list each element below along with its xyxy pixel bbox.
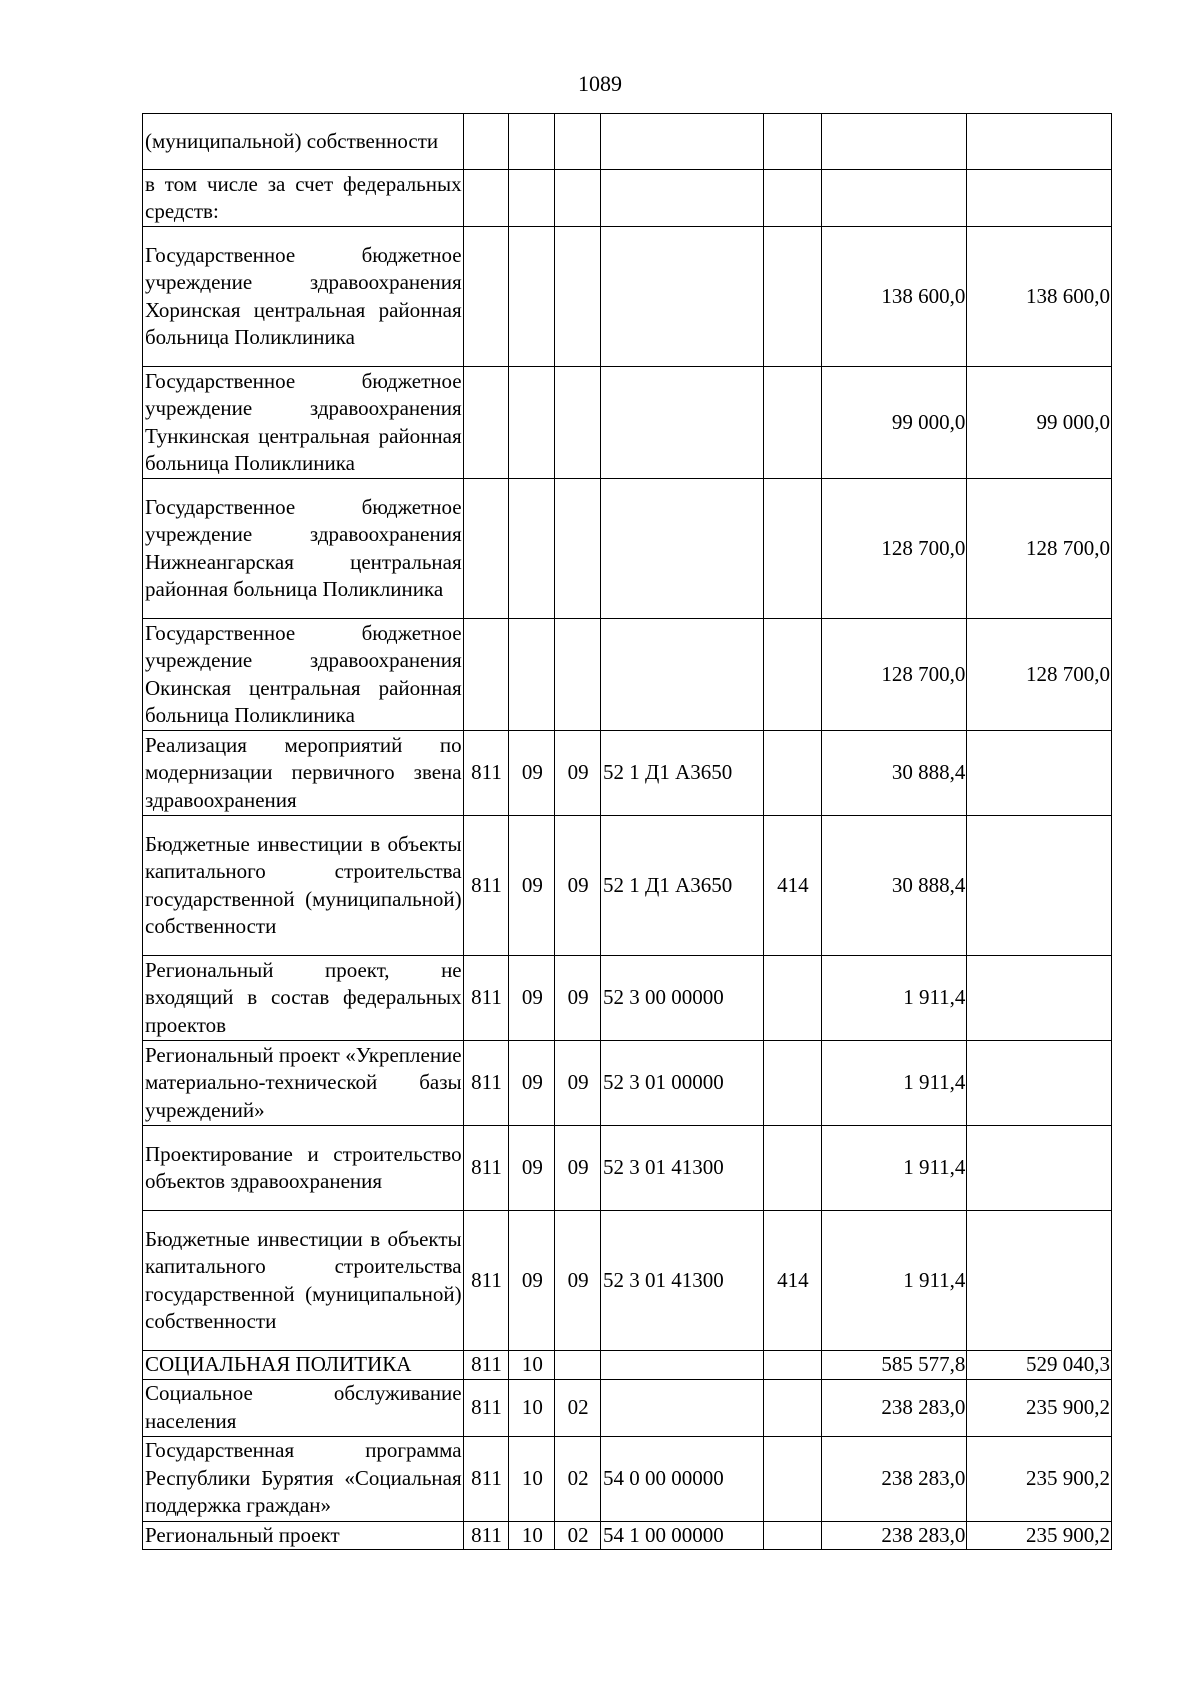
subsection-code: 09	[555, 1211, 601, 1351]
table-row	[143, 1521, 1112, 1550]
item-name: Государственное бюджетное учреждение здравоохранения Окинская центральная районная больница Поликлиника	[143, 619, 464, 731]
amount-year-2	[967, 1211, 1112, 1351]
expense-type	[763, 619, 821, 731]
section-code	[509, 619, 555, 731]
ministry-code: 811	[463, 1351, 509, 1380]
target-article	[601, 114, 764, 170]
table-row	[143, 367, 1112, 479]
ministry-code	[463, 479, 509, 619]
table-row	[143, 227, 1112, 367]
amount-year-2: 235 900,2	[967, 1436, 1112, 1521]
expense-type	[763, 1351, 821, 1380]
expense-type	[763, 479, 821, 619]
amount-year-1: 128 700,0	[821, 619, 967, 731]
table-row	[143, 170, 1112, 227]
table-row	[143, 1436, 1112, 1521]
amount-year-1: 1 911,4	[821, 956, 967, 1041]
item-name: Региональный проект	[143, 1521, 464, 1550]
section-code	[509, 114, 555, 170]
expense-type	[763, 1041, 821, 1126]
target-article	[601, 479, 764, 619]
amount-year-1: 138 600,0	[821, 227, 967, 367]
amount-year-1: 238 283,0	[821, 1379, 967, 1436]
amount-year-1	[821, 170, 967, 227]
item-name: в том числе за счет федеральных средств:	[143, 170, 464, 227]
expense-type	[763, 227, 821, 367]
item-name: Региональный проект, не входящий в состав федеральных проектов	[143, 956, 464, 1041]
table-row	[143, 619, 1112, 731]
amount-year-2	[967, 816, 1112, 956]
subsection-code: 09	[555, 816, 601, 956]
subsection-code: 09	[555, 731, 601, 816]
subsection-code: 09	[555, 1126, 601, 1211]
expense-type	[763, 1521, 821, 1550]
section-code	[509, 170, 555, 227]
subsection-code	[555, 479, 601, 619]
ministry-code	[463, 114, 509, 170]
ministry-code: 811	[463, 816, 509, 956]
table-row	[143, 1351, 1112, 1380]
expense-type	[763, 1379, 821, 1436]
item-name: Региональный проект «Укрепление материально-технической базы учреждений»	[143, 1041, 464, 1126]
ministry-code	[463, 619, 509, 731]
target-article: 52 3 01 41300	[601, 1126, 764, 1211]
expense-type	[763, 1126, 821, 1211]
item-name: Государственная программа Республики Бурятия «Социальная поддержка граждан»	[143, 1436, 464, 1521]
expense-type: 414	[763, 1211, 821, 1351]
section-code: 10	[509, 1521, 555, 1550]
amount-year-2: 128 700,0	[967, 619, 1112, 731]
amount-year-2: 128 700,0	[967, 479, 1112, 619]
item-name: Бюджетные инвестиции в объекты капитального строительства государственной (муниципальной) собственности	[143, 816, 464, 956]
amount-year-1: 238 283,0	[821, 1436, 967, 1521]
ministry-code: 811	[463, 1521, 509, 1550]
table-row	[143, 956, 1112, 1041]
table-row	[143, 114, 1112, 170]
table-row	[143, 1126, 1112, 1211]
table-body	[143, 114, 1112, 1550]
amount-year-2	[967, 1126, 1112, 1211]
subsection-code	[555, 227, 601, 367]
table-row	[143, 1041, 1112, 1126]
ministry-code	[463, 227, 509, 367]
subsection-code	[555, 367, 601, 479]
expense-type	[763, 731, 821, 816]
section-code: 09	[509, 731, 555, 816]
subsection-code: 02	[555, 1436, 601, 1521]
table-row	[143, 731, 1112, 816]
target-article: 52 1 Д1 А3650	[601, 731, 764, 816]
item-name: Социальное обслуживание населения	[143, 1379, 464, 1436]
amount-year-1: 99 000,0	[821, 367, 967, 479]
amount-year-1: 585 577,8	[821, 1351, 967, 1380]
expense-type	[763, 367, 821, 479]
amount-year-1: 238 283,0	[821, 1521, 967, 1550]
amount-year-1: 30 888,4	[821, 731, 967, 816]
ministry-code	[463, 170, 509, 227]
section-code: 09	[509, 1211, 555, 1351]
target-article: 54 1 00 00000	[601, 1521, 764, 1550]
item-name: Государственное бюджетное учреждение здравоохранения Хоринская центральная районная больница Поликлиника	[143, 227, 464, 367]
section-code: 10	[509, 1436, 555, 1521]
target-article	[601, 1351, 764, 1380]
ministry-code: 811	[463, 731, 509, 816]
amount-year-2	[967, 1041, 1112, 1126]
item-name: (муниципальной) собственности	[143, 114, 464, 170]
subsection-code: 09	[555, 1041, 601, 1126]
section-code: 10	[509, 1351, 555, 1380]
expense-type	[763, 114, 821, 170]
table-row	[143, 479, 1112, 619]
ministry-code: 811	[463, 1041, 509, 1126]
target-article: 52 3 01 41300	[601, 1211, 764, 1351]
subsection-code: 09	[555, 956, 601, 1041]
target-article	[601, 227, 764, 367]
subsection-code	[555, 619, 601, 731]
amount-year-1	[821, 114, 967, 170]
amount-year-1: 30 888,4	[821, 816, 967, 956]
item-name: СОЦИАЛЬНАЯ ПОЛИТИКА	[143, 1351, 464, 1380]
target-article	[601, 367, 764, 479]
amount-year-2: 138 600,0	[967, 227, 1112, 367]
subsection-code	[555, 114, 601, 170]
table-row	[143, 1211, 1112, 1351]
amount-year-2: 235 900,2	[967, 1379, 1112, 1436]
expense-type	[763, 1436, 821, 1521]
amount-year-1: 1 911,4	[821, 1126, 967, 1211]
ministry-code: 811	[463, 956, 509, 1041]
amount-year-2: 529 040,3	[967, 1351, 1112, 1380]
amount-year-1: 1 911,4	[821, 1211, 967, 1351]
table-row	[143, 816, 1112, 956]
amount-year-2: 99 000,0	[967, 367, 1112, 479]
section-code: 09	[509, 956, 555, 1041]
item-name: Бюджетные инвестиции в объекты капитального строительства государственной (муниципальной) собственности	[143, 1211, 464, 1351]
table-row	[143, 1379, 1112, 1436]
item-name: Реализация мероприятий по модернизации первичного звена здравоохранения	[143, 731, 464, 816]
subsection-code	[555, 170, 601, 227]
item-name: Государственное бюджетное учреждение здравоохранения Тункинская центральная районная больница Поликлиника	[143, 367, 464, 479]
subsection-code: 02	[555, 1521, 601, 1550]
subsection-code: 02	[555, 1379, 601, 1436]
ministry-code: 811	[463, 1126, 509, 1211]
target-article: 52 1 Д1 А3650	[601, 816, 764, 956]
section-code: 10	[509, 1379, 555, 1436]
section-code: 09	[509, 816, 555, 956]
section-code	[509, 227, 555, 367]
target-article	[601, 619, 764, 731]
page-number: 1089	[578, 71, 622, 96]
amount-year-2	[967, 731, 1112, 816]
ministry-code: 811	[463, 1436, 509, 1521]
amount-year-2: 235 900,2	[967, 1521, 1112, 1550]
expense-type	[763, 170, 821, 227]
section-code	[509, 479, 555, 619]
subsection-code	[555, 1351, 601, 1380]
amount-year-1: 128 700,0	[821, 479, 967, 619]
amount-year-2	[967, 956, 1112, 1041]
section-code	[509, 367, 555, 479]
item-name: Проектирование и строительство объектов здравоохранения	[143, 1126, 464, 1211]
target-article: 52 3 00 00000	[601, 956, 764, 1041]
target-article	[601, 170, 764, 227]
target-article: 54 0 00 00000	[601, 1436, 764, 1521]
amount-year-2	[967, 170, 1112, 227]
ministry-code: 811	[463, 1211, 509, 1351]
expense-type: 414	[763, 816, 821, 956]
target-article	[601, 1379, 764, 1436]
section-code: 09	[509, 1126, 555, 1211]
amount-year-2	[967, 114, 1112, 170]
amount-year-1: 1 911,4	[821, 1041, 967, 1126]
target-article: 52 3 01 00000	[601, 1041, 764, 1126]
item-name: Государственное бюджетное учреждение здравоохранения Нижнеангарская центральная районная больница Поликлиника	[143, 479, 464, 619]
ministry-code: 811	[463, 1379, 509, 1436]
ministry-code	[463, 367, 509, 479]
section-code: 09	[509, 1041, 555, 1126]
budget-table	[142, 113, 1112, 1550]
expense-type	[763, 956, 821, 1041]
